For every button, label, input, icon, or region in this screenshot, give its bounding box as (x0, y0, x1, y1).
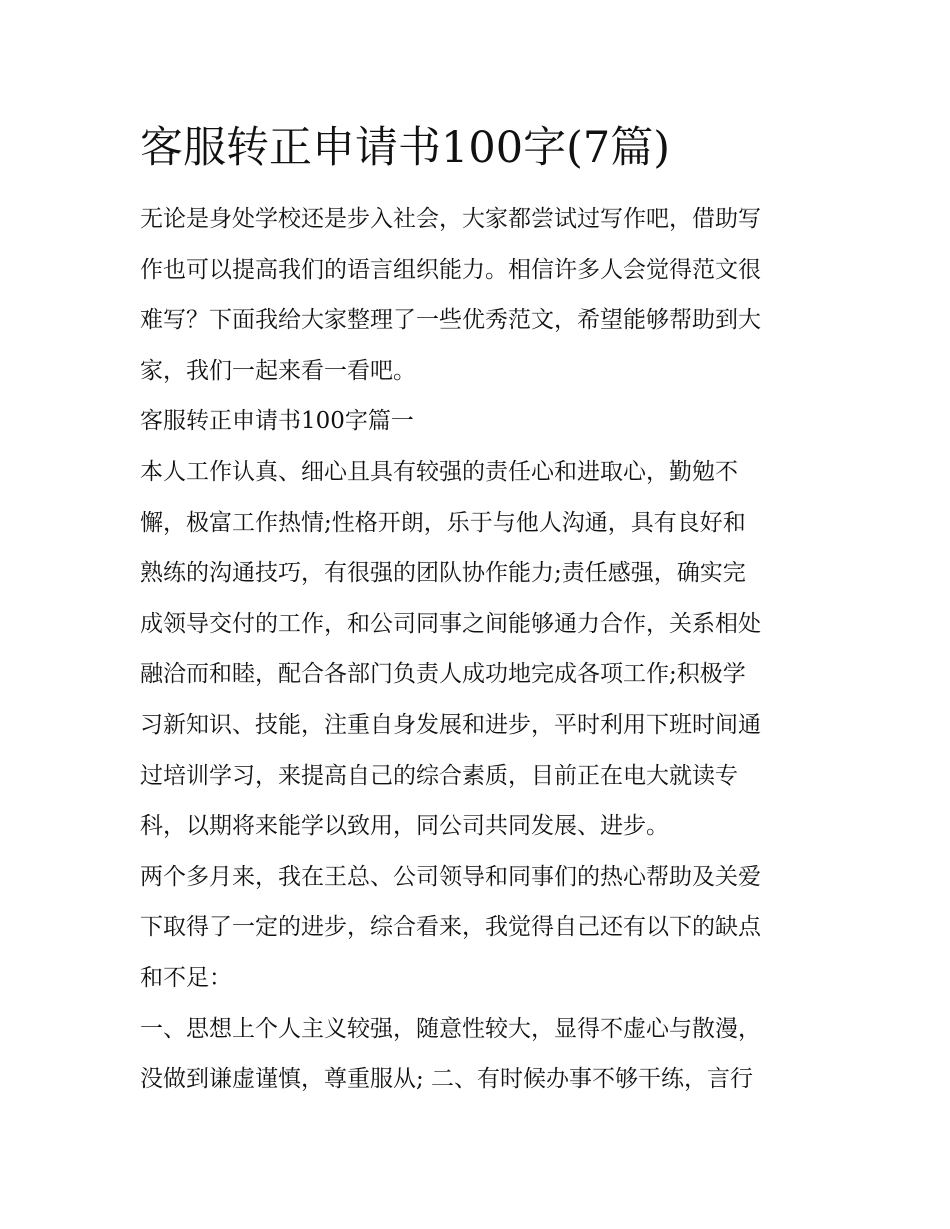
body-line: 家，我们一起来看一看吧。 (140, 357, 416, 384)
body-line: 习新知识、技能，注重自身发展和进步，平时利用下班时间通 (140, 711, 761, 738)
body-line: 成领导交付的工作，和公司同事之间能够通力合作，关系相处 (140, 610, 761, 637)
body-line: 一、思想上个人主义较强，随意性较大，显得不虚心与散漫， (140, 1015, 761, 1042)
body-line: 过培训学习，来提高自己的综合素质，目前正在电大就读专 (140, 762, 738, 789)
body-line: 熟练的沟通技巧，有很强的团队协作能力;责任感强，确实完 (140, 560, 746, 587)
section-heading: 客服转正申请书100字篇一 (140, 408, 414, 435)
body-line: 和不足： (140, 964, 232, 991)
document-title: 客服转正申请书100字(7篇) (140, 123, 670, 173)
body-line: 本人工作认真、细心且具有较强的责任心和进取心，勤勉不 (140, 458, 738, 485)
body-line: 下取得了一定的进步，综合看来，我觉得自己还有以下的缺点 (140, 914, 761, 941)
body-line: 无论是身处学校还是步入社会，大家都尝试过写作吧，借助写 (140, 206, 761, 232)
body-line: 懈，极富工作热情;性格开朗，乐于与他人沟通，具有良好和 (140, 509, 746, 536)
body-line: 作也可以提高我们的语言组织能力。相信许多人会觉得范文很 (140, 256, 761, 283)
body-line: 没做到谦虚谨慎，尊重服从; 二、有时候办事不够干练，言行 (140, 1066, 754, 1093)
body-line: 融洽而和睦，配合各部门负责人成功地完成各项工作;积极学 (140, 661, 746, 688)
body-line: 难写？下面我给大家整理了一些优秀范文，希望能够帮助到大 (140, 307, 761, 334)
document-page (140, 108, 812, 1105)
body-line: 科，以期将来能学以致用，同公司共同发展、进步。 (140, 813, 669, 840)
body-line: 两个多月来，我在王总、公司领导和同事们的热心帮助及关爱 (140, 863, 761, 890)
